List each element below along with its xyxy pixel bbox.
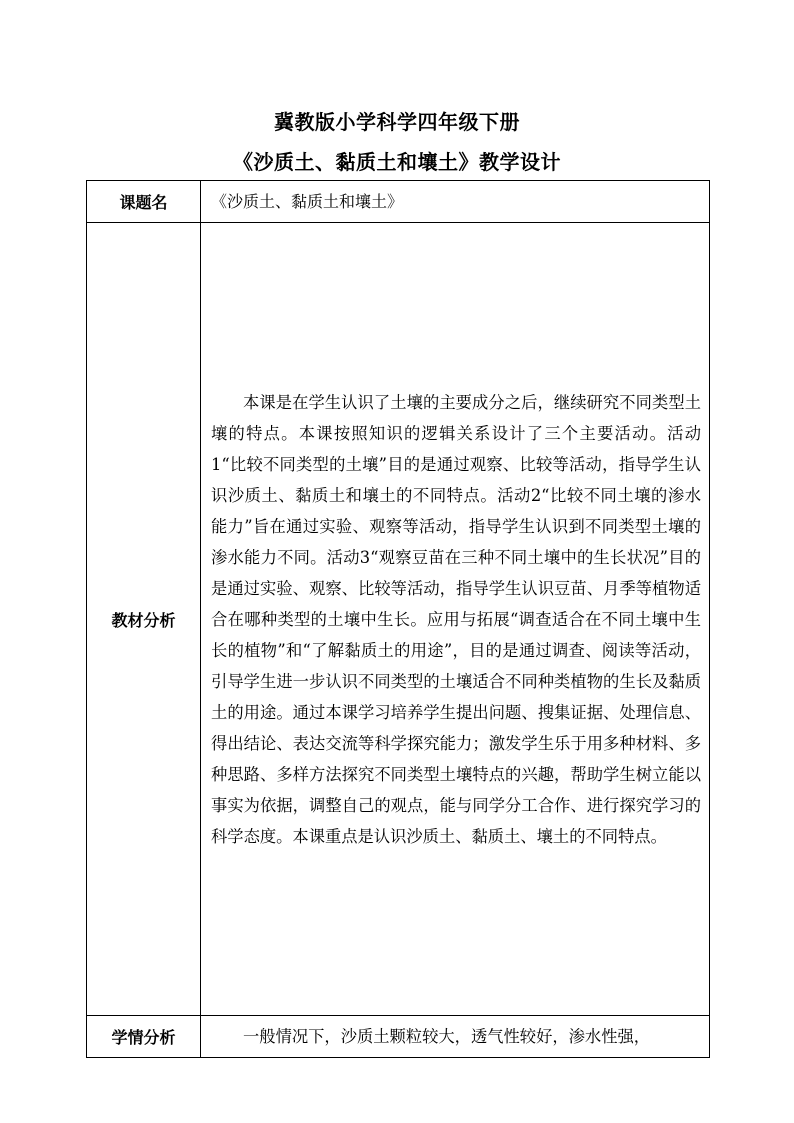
row-label-material-analysis: 教材分析 xyxy=(87,223,201,1016)
document-title: 冀教版小学科学四年级下册 xyxy=(274,110,520,134)
row-label-student-analysis: 学情分析 xyxy=(87,1016,201,1058)
table-row-student-analysis xyxy=(87,1016,710,1058)
material-analysis-text: 本课是在学生认识了土壤的主要成分之后，继续研究不同类型土壤的特点。本课按照知识的逻辑关系设计了三个主要活动。活动1“比较不同类型的土壤”目的是通过观察、比较等活动，指导学生认识沙质土、黏质土和壤土的不同特点。活动2“比较不同土壤的渗水能力”旨在通过实验、观察等活动，指导学生认识到不同类型土壤的渗水能力不同。活动3“观察豆苗在三种不同土壤中的生长状况”目的是通过实验、观察、比较等活动，指导学生认识豆苗、月季等植物适合在哪种类型的土壤中生长。应用与拓展“调查适合在不同土壤中生长的植物”和“了解黏质土的用途”，目的是通过调查、阅读等活动，引导学生进一步认识不同类型的土壤适合不同种类植物的生长及黏质土的用途。通过本课学习培养学生提出问题、搜集证据、处理信息、得出结论、表达交流等科学探究能力；激发学生乐于用多种材料、多种思路、多样方法探究不同类型土壤特点的兴趣，帮助学生树立能以事实为依据，调整自己的观点，能与同学分工合作、进行探究学习的科学态度。本课重点是认识沙质土、黏质土、壤土的不同特点。 xyxy=(211,392,701,846)
lesson-plan-table xyxy=(86,180,710,1058)
topic-text: 《沙质土、黏质土和壤土》 xyxy=(211,192,404,211)
row-value-material-analysis xyxy=(201,223,710,1016)
student-analysis-text: 一般情况下，沙质土颗粒较大，透气性较好，渗水性强， xyxy=(243,1027,651,1046)
row-label-topic: 课题名 xyxy=(87,181,201,223)
table-row-topic xyxy=(87,181,710,223)
row-value-topic xyxy=(201,181,710,223)
row-value-student-analysis xyxy=(201,1016,710,1058)
document-subtitle: 《沙质土、黏质土和壤土》教学设计 xyxy=(233,150,561,174)
table-row-material-analysis xyxy=(87,223,710,1016)
